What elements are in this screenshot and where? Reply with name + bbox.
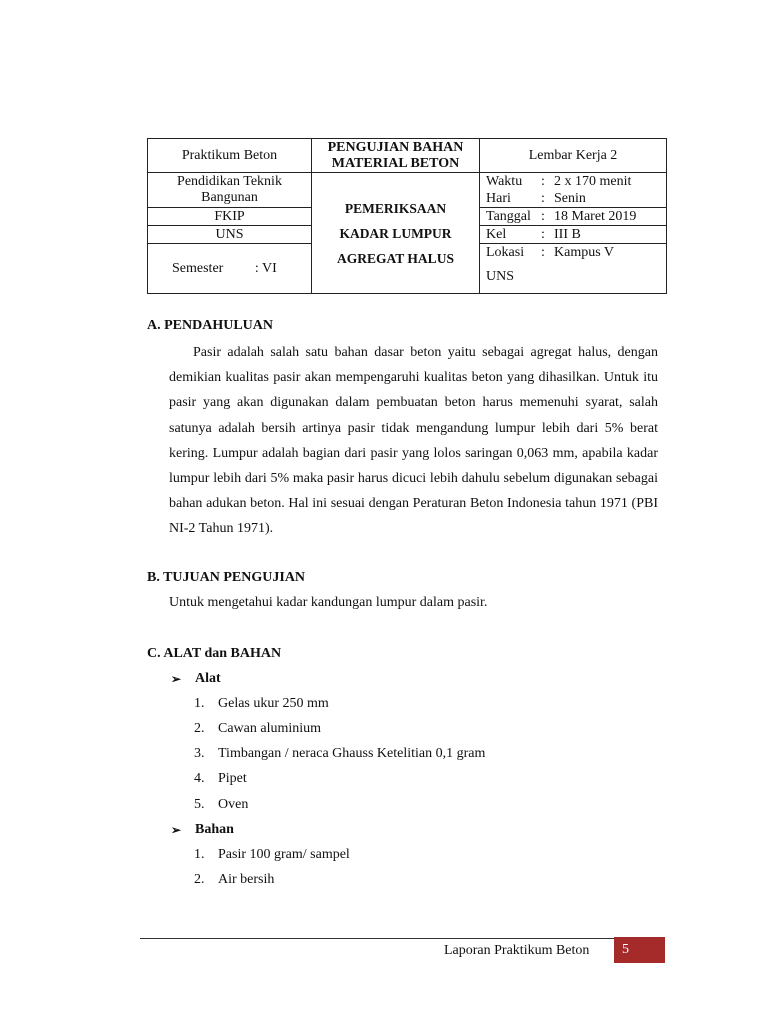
alat-label: Alat bbox=[195, 671, 221, 686]
section-a-heading: A. PENDAHULUAN bbox=[147, 318, 273, 333]
faculty-cell: FKIP bbox=[148, 208, 312, 226]
title-line-2: MATERIAL BETON bbox=[331, 155, 460, 171]
info-cell-group bbox=[480, 226, 667, 244]
info-row: Kel : III B bbox=[486, 227, 581, 242]
alat-heading bbox=[171, 671, 221, 687]
program-line-2: Bangunan bbox=[201, 190, 258, 205]
list-item: 4. Pipet bbox=[194, 771, 247, 786]
worksheet-cell: Lembar Kerja 2 bbox=[480, 139, 667, 173]
test-name-cell bbox=[312, 173, 480, 294]
info-cell-date bbox=[480, 208, 667, 226]
test-line-3: AGREGAT HALUS bbox=[337, 250, 454, 266]
introduction-paragraph bbox=[169, 340, 658, 542]
header-table bbox=[147, 138, 667, 294]
semester-label: Semester bbox=[172, 260, 224, 276]
list-item: 2. Cawan aluminium bbox=[194, 721, 322, 736]
program-cell bbox=[148, 173, 312, 208]
info-row: Lokasi : Kampus V bbox=[486, 245, 615, 260]
course-cell: Praktikum Beton bbox=[148, 139, 312, 173]
info-row: Waktu : 2 x 170 menit bbox=[486, 174, 632, 189]
footer-divider bbox=[140, 938, 614, 939]
info-cell-location bbox=[480, 244, 667, 294]
info-cell-top bbox=[480, 173, 667, 208]
bahan-label: Bahan bbox=[195, 822, 234, 837]
objective-text: Untuk mengetahui kadar kandungan lumpur dalam pasir. bbox=[169, 595, 488, 610]
arrow-bullet-icon: ➢ bbox=[171, 671, 182, 686]
page-number-badge: 5 bbox=[614, 937, 665, 963]
semester-value: : VI bbox=[254, 260, 277, 276]
footer-title: Laporan Praktikum Beton bbox=[444, 943, 590, 958]
bahan-heading bbox=[171, 822, 234, 838]
info-row: Tanggal : 18 Maret 2019 bbox=[486, 209, 637, 224]
test-line-2: KADAR LUMPUR bbox=[339, 225, 452, 241]
section-b-heading: B. TUJUAN PENGUJIAN bbox=[147, 570, 306, 585]
test-line-1: PEMERIKSAAN bbox=[344, 200, 447, 216]
location-continuation: UNS bbox=[486, 269, 515, 284]
list-item: 1. Gelas ukur 250 mm bbox=[194, 696, 329, 711]
university-cell: UNS bbox=[148, 226, 312, 244]
list-item: 3. Timbangan / neraca Ghauss Ketelitian 0,1 gram bbox=[194, 746, 486, 761]
section-c-heading: C. ALAT dan BAHAN bbox=[147, 646, 282, 661]
introduction-text: Pasir adalah salah satu bahan dasar beton yaitu sebagai agregat halus, dengan demikian kualitas pasir akan mempengaruhi kualitas beton yang dihasilkan. Untuk itu pasir yang akan digunakan dalam pembuatan beton harus memenuhi syarat, salah satunya adalah bersih artinya pasir tidak mengandung lumpur lebih dari 5% berat kering. Lumpur adalah bagian dari pasir yang lolos saringan 0,063 mm, apabila kadar lumpur lebih dari 5% maka pasir harus dicuci lebih dahulu sebelum digunakan sebagai bahan adukan beton. Hal ini sesuai dengan Peraturan Beton Indonesia tahun 1971 (PBI NI-2 Tahun 1971). bbox=[169, 345, 658, 537]
title-line-1: PENGUJIAN BAHAN bbox=[327, 139, 464, 155]
info-row: Hari : Senin bbox=[486, 191, 586, 206]
list-item: 5. Oven bbox=[194, 797, 249, 812]
list-item: 1. Pasir 100 gram/ sampel bbox=[194, 847, 350, 862]
program-line-1: Pendidikan Teknik bbox=[177, 174, 282, 189]
title-cell bbox=[312, 139, 480, 173]
list-item: 2. Air bersih bbox=[194, 872, 275, 887]
semester-cell bbox=[148, 244, 312, 294]
arrow-bullet-icon: ➢ bbox=[171, 822, 182, 837]
